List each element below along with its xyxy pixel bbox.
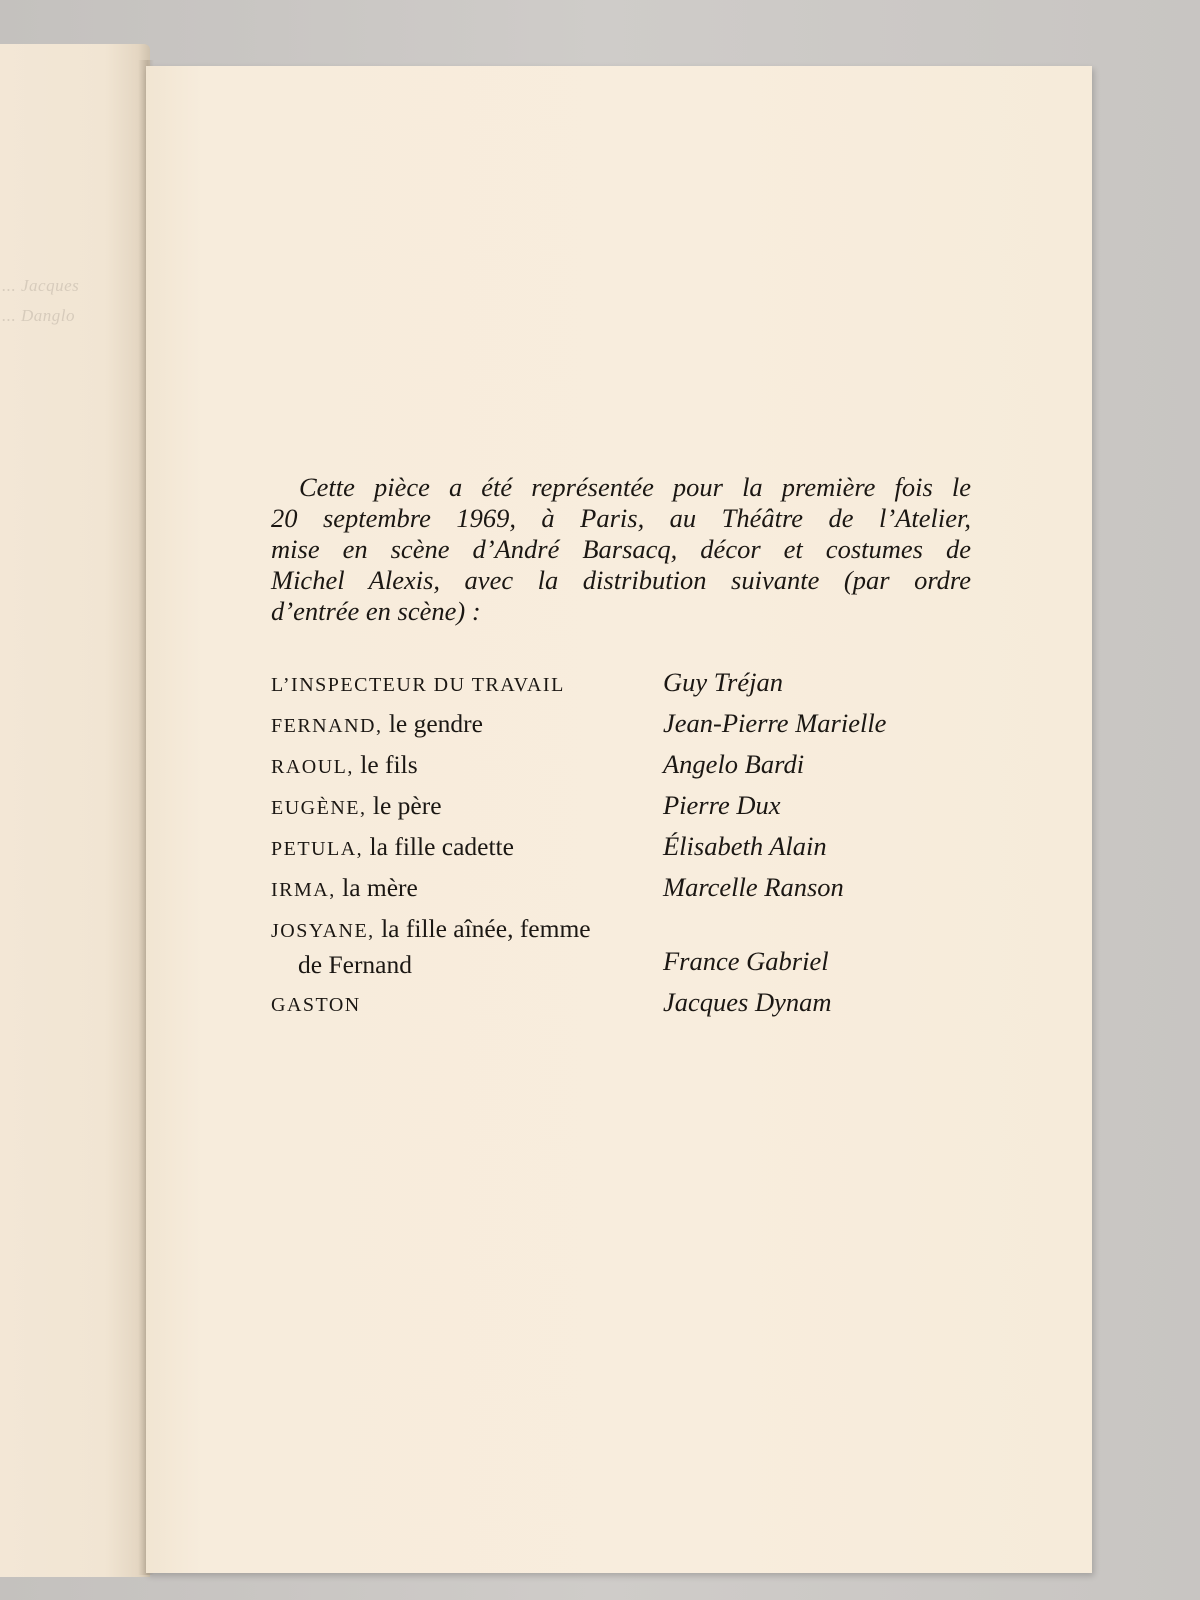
intro-line: 20 septembre 1969, à Paris, au Théâtre de l’Atelier, (271, 503, 971, 533)
character-name: FERNAND, (271, 715, 383, 737)
right-page (146, 66, 1092, 1573)
left-page-bleed-text-1: ... Jacques (2, 276, 80, 295)
character-name: RAOUL, (271, 756, 354, 778)
intro-line: d’entrée en scène) : (271, 596, 481, 626)
character (271, 986, 361, 1022)
character (271, 707, 483, 743)
character-description: la fille aînée, femme (374, 914, 591, 943)
intro-line: Michel Alexis, avec la distribution suivante (par ordre (271, 565, 971, 595)
character-name: PETULA, (271, 838, 364, 860)
character-description: le père (366, 791, 442, 820)
actor-name: France Gabriel (663, 946, 829, 976)
actor-name: Angelo Bardi (663, 749, 805, 779)
character-description: le fils (353, 750, 418, 779)
actor-name: Marcelle Ranson (663, 872, 844, 902)
intro-line: mise en scène d’André Barsacq, décor et costumes de (271, 534, 971, 564)
character (271, 666, 565, 702)
character-name: JOSYANE, (271, 920, 375, 942)
left-page (0, 44, 150, 1577)
left-page-bleed-text-2: ... Danglo (2, 306, 75, 325)
character-name: L’INSPECTEUR DU TRAVAIL (271, 674, 565, 696)
actor-name: Jacques Dynam (663, 987, 832, 1017)
character-name: EUGÈNE, (271, 797, 367, 819)
actor-name: Jean-Pierre Marielle (663, 708, 887, 738)
character-description: la fille cadette (363, 832, 514, 861)
actor-name: Pierre Dux (663, 790, 781, 820)
premiere-paragraph (271, 472, 971, 627)
character-description: le gendre (382, 709, 483, 738)
character (271, 789, 442, 825)
character (271, 871, 418, 907)
character (271, 830, 514, 866)
character-name: IRMA, (271, 879, 336, 901)
character-description: la mère (335, 873, 418, 902)
character-name: GASTON (271, 994, 361, 1016)
actor-name: Guy Tréjan (663, 667, 783, 697)
intro-line: Cette pièce a été représentée pour la première fois le (299, 472, 971, 502)
character (271, 748, 418, 784)
actor-name: Élisabeth Alain (663, 831, 827, 861)
character (271, 912, 591, 981)
character-description-continued: de Fernand (298, 950, 413, 979)
